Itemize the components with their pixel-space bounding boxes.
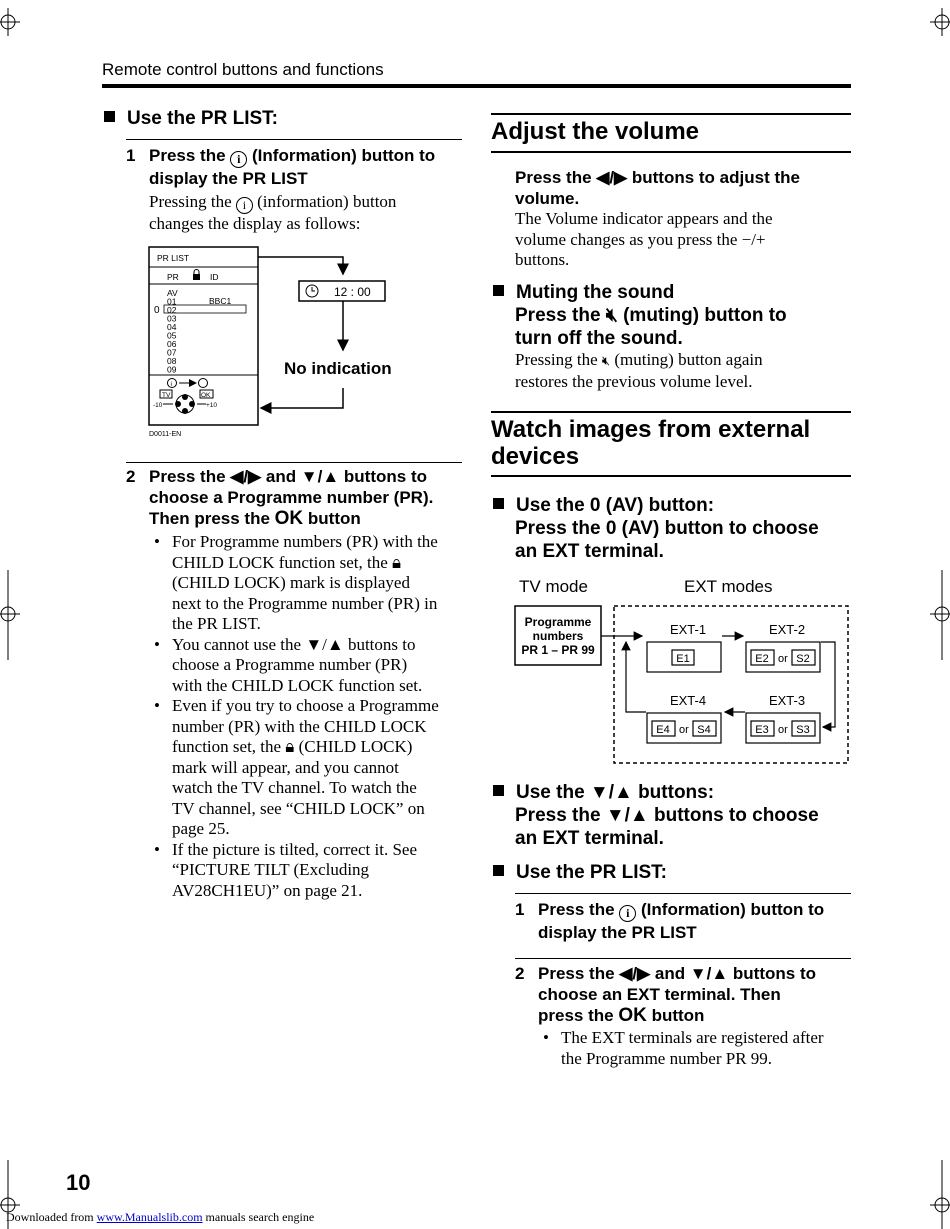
prlist-row: 05 (167, 330, 177, 341)
external-title-line2: devices (491, 443, 580, 470)
bullet-line: watch the TV channel. To watch the (172, 778, 417, 797)
or-label: or (679, 724, 689, 736)
step1-body-c: changes the display as follows: (149, 214, 361, 233)
bullet-line: (CHILD LOCK) mark is displayed (172, 573, 410, 592)
manualslib-link[interactable]: www.Manualslib.com (96, 1210, 203, 1224)
step1-title-b: (Information) button to (252, 146, 436, 165)
left-step-2 (126, 466, 471, 901)
step-number: 2 (126, 467, 136, 486)
e2-label: E2 (755, 653, 769, 665)
bullet-line: TV channel, see “CHILD LOCK” on (172, 798, 425, 818)
mute-icon: 🔇︎ (601, 353, 611, 368)
e3-label: E3 (755, 724, 769, 736)
col-id: ID (210, 272, 219, 282)
step-number: 1 (515, 900, 525, 919)
bullet-line: number (PR) with the CHILD LOCK (172, 716, 427, 736)
ext4-label: EXT-4 (669, 693, 707, 708)
av-title: Use the 0 (AV) button: (516, 495, 715, 516)
tv-mode-label: TV mode (519, 577, 588, 596)
prlist-row: 01 (167, 296, 177, 307)
arrow-section (493, 782, 853, 850)
prlist-row: 09 (167, 364, 177, 375)
divider (491, 113, 851, 115)
info-icon: i (236, 197, 253, 214)
bullet-line: AV28CH1EU)” on page 21. (172, 880, 363, 900)
bullet-line: the PR LIST. (172, 614, 261, 633)
divider (515, 893, 851, 894)
page-number: 10 (66, 1170, 91, 1195)
prlist-row: 04 (167, 322, 177, 332)
rstep2-bullets (538, 1028, 860, 1069)
mute-title: Muting the sound (516, 282, 675, 303)
prog-box-line1: Programme (524, 615, 592, 629)
volume-body2: volume changes as you press the −/+ (515, 229, 766, 249)
step1-title-a: Press the (149, 146, 226, 165)
bbc-label: BBC1 (209, 296, 232, 306)
bullet-line: The EXT terminals are registered after (561, 1028, 824, 1047)
divider (491, 411, 851, 413)
ok-button-glyph: OK (618, 1005, 647, 1026)
rstep2-l1: Press the ◀/▶ and ▼/▲ buttons to (538, 964, 816, 983)
divider (491, 475, 851, 477)
ext2-label: EXT-2 (768, 622, 806, 637)
step-number: 1 (126, 146, 136, 165)
info-icon: i (619, 905, 636, 922)
ext1-label: EXT-1 (669, 622, 707, 637)
arrow-title: Use the ▼/▲ buttons: (516, 782, 715, 803)
arrow-lead2: an EXT terminal. (515, 828, 664, 849)
header-rule (102, 84, 851, 88)
rstep1-b: (Information) button to (641, 900, 825, 919)
bullet-line: with the CHILD LOCK function set. (172, 675, 423, 695)
prlist-diagram (140, 240, 420, 445)
list-item (538, 1028, 860, 1069)
running-header: Remote control buttons and functions (102, 60, 384, 79)
ext-modes-label: EXT modes (684, 577, 773, 596)
mute-body1b: (muting) button again (614, 350, 763, 369)
av-section (493, 495, 853, 563)
ok-label: OK (201, 392, 211, 399)
plus10: +10 (206, 402, 218, 409)
bullet-line: choose a Programme number (PR) (172, 655, 408, 674)
bullet-line: next to the Programme number (PR) in (172, 593, 438, 613)
list-item (149, 840, 471, 902)
bullet-line: CHILD LOCK function set, the 🔒︎ (172, 552, 402, 572)
square-bullet-icon (493, 498, 504, 509)
bullet-line: Even if you try to choose a Programme (172, 696, 439, 715)
e1-label: E1 (676, 653, 690, 665)
ok-button-glyph: OK (274, 508, 304, 529)
rstep1-a: Press the (538, 900, 615, 919)
ext-modes-frame (614, 606, 848, 763)
right-step-2 (515, 963, 860, 1069)
rstep2-l2: choose an EXT terminal. Then (538, 985, 781, 1004)
no-indication: No indication (284, 359, 392, 378)
prlist-title-text: Use the PR LIST: (516, 862, 667, 883)
ext3-label: EXT-3 (768, 693, 806, 708)
or-label: or (778, 653, 788, 665)
s3-label: S3 (796, 724, 810, 736)
rstep2-l3a: press the (538, 1006, 614, 1025)
volume-body1: The Volume indicator appears and the (515, 209, 773, 228)
square-bullet-icon (493, 285, 504, 296)
step1-body-a: Pressing the (149, 192, 232, 211)
divider (126, 139, 462, 140)
mute-body1a: Pressing the (515, 350, 598, 369)
bullet-line: function set, the 🔒︎ (CHILD LOCK) (172, 737, 413, 756)
step2-line2: choose a Programme number (PR). (149, 488, 434, 507)
prlist-rows (167, 288, 178, 375)
divider (491, 151, 851, 153)
prlist-row: 06 (167, 339, 177, 349)
prog-box-line3: PR 1 – PR 99 (521, 643, 595, 657)
prlist-row: AV (167, 288, 178, 298)
info-icon: i (230, 151, 247, 168)
mute-lead1b: (muting) button to (623, 305, 787, 326)
bullet-line: mark will appear, and you cannot (172, 757, 399, 777)
step1-title-c: display the PR LIST (149, 169, 308, 188)
square-bullet-icon (493, 865, 504, 876)
svg-text:i: i (170, 381, 172, 388)
square-bullet-icon (104, 111, 115, 122)
dl-suffix: manuals search engine (205, 1210, 315, 1224)
prlist-row: 03 (167, 313, 177, 324)
divider (126, 462, 462, 463)
volume-lead2: volume. (515, 189, 580, 208)
bullet-line: “PICTURE TILT (Excluding (172, 860, 370, 879)
list-item (149, 696, 471, 840)
step1-body-b: (information) button (257, 192, 397, 211)
external-title-line1: Watch images from external (491, 416, 811, 443)
arrow-lead1: Press the ▼/▲ buttons to choose (515, 805, 819, 826)
bullet-line: If the picture is tilted, correct it. See (172, 839, 417, 859)
volume-body3: buttons. (515, 250, 570, 269)
bullet-line: You cannot use the ▼/▲ buttons to (172, 634, 416, 654)
minus10: -10 (153, 402, 163, 409)
prlist-row: 08 (167, 356, 177, 366)
volume-lead1: Press the ◀/▶ buttons to adjust the (515, 168, 800, 187)
av-lead2: an EXT terminal. (515, 541, 664, 562)
or-label: or (778, 724, 788, 736)
right-step-1 (515, 899, 878, 943)
col-pr: PR (167, 272, 179, 282)
step2-line3c: button (307, 509, 361, 528)
lock-icon (193, 270, 200, 281)
prlist-row: 02 (167, 305, 177, 315)
step2-line3a: Then press the (149, 509, 270, 528)
bullet-line: page 25. (172, 819, 230, 838)
av-lead1: Press the 0 (AV) button to choose (515, 518, 819, 539)
list-item (149, 635, 471, 697)
s2-label: S2 (796, 653, 810, 665)
ext-mode-diagram (510, 572, 855, 770)
download-footer (6, 1210, 314, 1225)
mute-icon: 🔇︎ (605, 305, 618, 326)
left-section-title (104, 108, 278, 130)
nav-hint (153, 379, 217, 415)
clock-time: 12 : 00 (334, 285, 371, 299)
volume-section (515, 167, 855, 271)
prog-box-line2: numbers (532, 629, 584, 643)
step2-bullets (149, 532, 471, 901)
bullet-line: the Programme number PR 99. (561, 1048, 773, 1068)
dl-prefix: Downloaded from (6, 1210, 94, 1224)
pointer-zero: 0 (154, 305, 160, 316)
mute-section (493, 282, 853, 392)
tv-label: TV (162, 392, 171, 399)
s4-label: S4 (697, 724, 711, 736)
step-number: 2 (515, 964, 525, 983)
divider (515, 958, 851, 959)
external-title (491, 416, 810, 470)
list-item (149, 532, 471, 635)
square-bullet-icon (493, 785, 504, 796)
right-prlist-title (493, 862, 667, 884)
mute-lead1a: Press the (515, 305, 601, 326)
rstep2-l3c: button (651, 1006, 705, 1025)
mute-body2: restores the previous volume level. (515, 371, 753, 391)
volume-title: Adjust the volume (491, 118, 700, 145)
prlist-title: PR LIST (157, 253, 190, 263)
section-title-text: Use the PR LIST: (127, 108, 278, 129)
bullet-line: For Programme numbers (PR) with the (172, 532, 438, 551)
left-step-1 (126, 145, 466, 235)
e4-label: E4 (656, 724, 670, 736)
step2-line1: Press the ◀/▶ and ▼/▲ buttons to (149, 467, 427, 486)
prlist-row: 07 (167, 347, 177, 358)
rstep1-c: display the PR LIST (538, 923, 697, 942)
diagram-code: D0011-EN (149, 431, 182, 438)
mute-lead2: turn off the sound. (515, 328, 683, 349)
